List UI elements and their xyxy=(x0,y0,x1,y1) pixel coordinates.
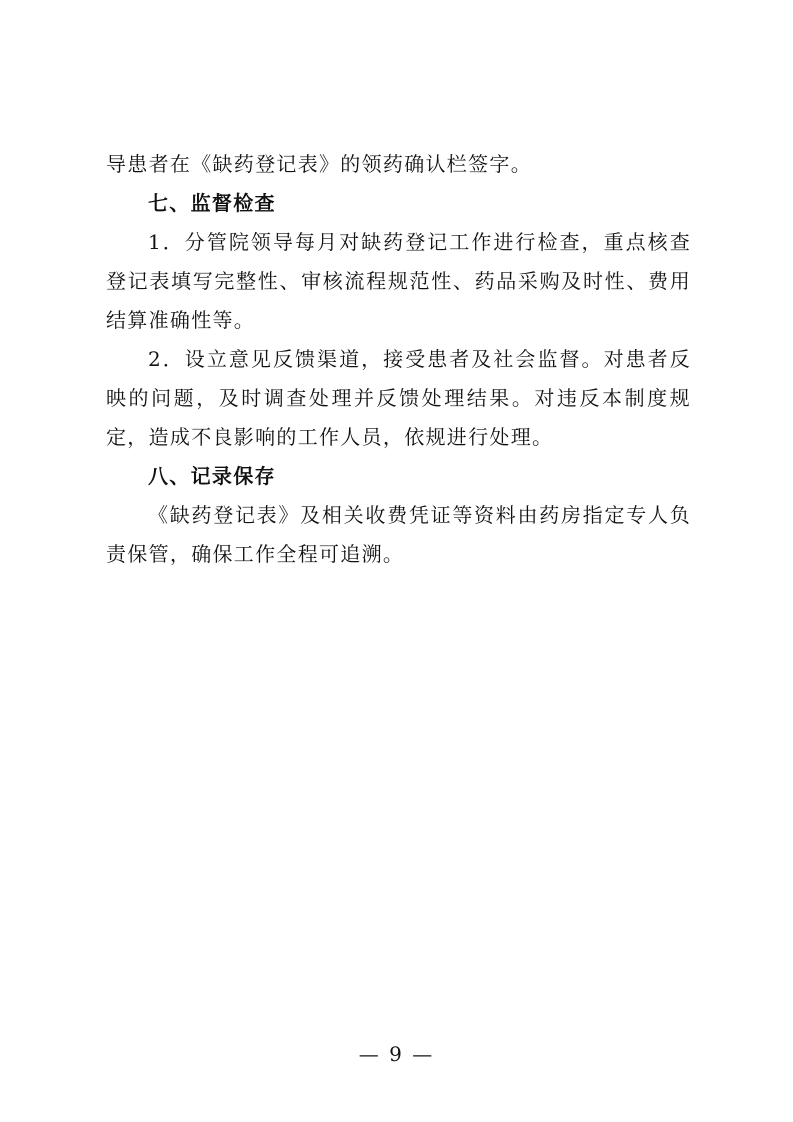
paragraph-continuation: 导患者在《缺药登记表》的领药确认栏签字。 xyxy=(106,152,532,176)
paragraph-supervision-item-2: 2．设立意见反馈渠道，接受患者及社会监督。对患者反映的问题，及时调查处理并反馈处理结果。对违反本制度规定，造成不良影响的工作人员，依规进行处理。 xyxy=(106,347,691,449)
section-heading-record-keeping: 八、记录保存 xyxy=(148,464,276,488)
page-number: — 9 — xyxy=(358,1042,435,1066)
document-body xyxy=(106,145,691,574)
paragraph-record-keeping: 《缺药登记表》及相关收费凭证等资料由药房指定专人负责保管，确保工作全程可追溯。 xyxy=(106,503,691,566)
section-heading-supervision: 七、监督检查 xyxy=(148,191,276,215)
paragraph-supervision-item-1: 1．分管院领导每月对缺药登记工作进行检查，重点核查登记表填写完整性、审核流程规范性、药品采购及时性、费用结算准确性等。 xyxy=(106,230,691,332)
